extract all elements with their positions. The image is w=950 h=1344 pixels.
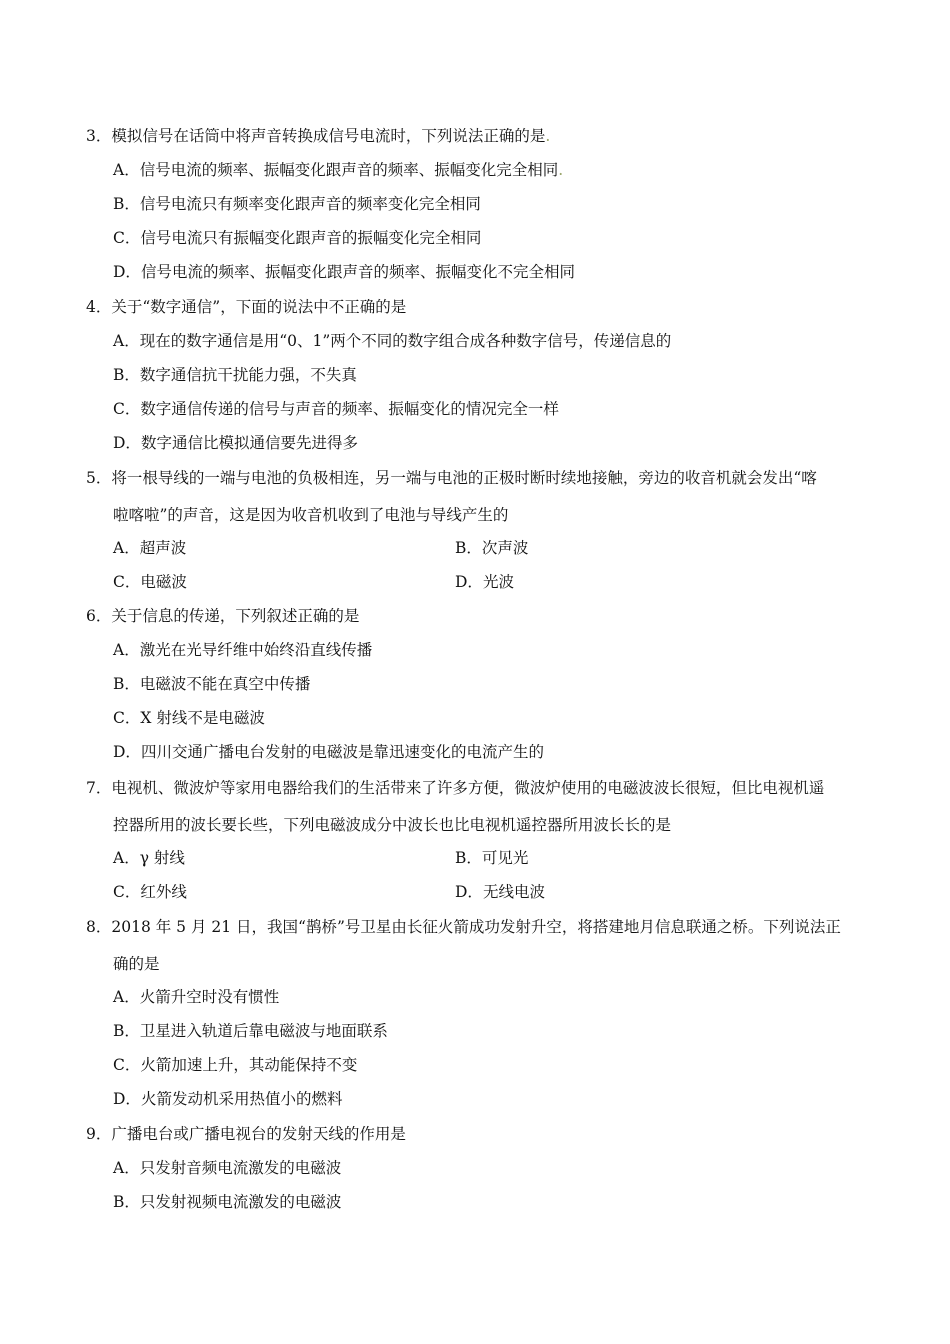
option-label: C． bbox=[113, 229, 141, 247]
option-b bbox=[113, 194, 481, 214]
option-label: A． bbox=[113, 332, 140, 350]
option-c bbox=[113, 572, 187, 592]
question-stem-continued bbox=[113, 954, 160, 974]
option-d bbox=[113, 1089, 342, 1109]
option-b bbox=[113, 365, 357, 385]
option-label: B． bbox=[113, 1193, 140, 1211]
option-text: 信号电流只有振幅变化跟声音的振幅变化完全相同 bbox=[140, 229, 482, 247]
option-text: 信号电流的频率、振幅变化跟声音的频率、振幅变化不完全相同 bbox=[140, 263, 575, 281]
option-a bbox=[113, 1158, 341, 1178]
option-b bbox=[455, 848, 528, 868]
stem-text: 2018 年 5 月 21 日，我国“鹊桥”号卫星由长征火箭成功发射升空，将搭建地月信息联通之桥。下列说法正 bbox=[111, 918, 841, 936]
option-label: D． bbox=[113, 743, 141, 761]
stem-text: 广播电台或广播电视台的发射天线的作用是 bbox=[111, 1125, 406, 1143]
question-stem-continued bbox=[113, 815, 671, 835]
question-stem bbox=[86, 917, 841, 937]
option-label: D． bbox=[113, 434, 141, 452]
stem-text: 关于信息的传递，下列叙述正确的是 bbox=[111, 607, 360, 625]
question-stem: 3．模拟信号在话筒中将声音转换成信号电流时，下列说法正确的是. bbox=[86, 127, 551, 145]
option-label: B． bbox=[113, 195, 140, 213]
option-text: 火箭升空时没有惯性 bbox=[139, 988, 280, 1006]
question-number: 8． bbox=[86, 918, 112, 936]
option-a bbox=[113, 331, 671, 351]
option-a: A．信号电流的频率、振幅变化跟声音的频率、振幅变化完全相同. bbox=[113, 161, 564, 179]
option-text: 数字通信抗干扰能力强，不失真 bbox=[139, 366, 357, 384]
option-label: C． bbox=[113, 1056, 141, 1074]
option-b bbox=[113, 1021, 388, 1041]
question-stem bbox=[86, 778, 824, 798]
option-text: γ 射线 bbox=[139, 849, 185, 867]
option-label: B． bbox=[455, 849, 482, 867]
question-number: 9． bbox=[86, 1125, 112, 1143]
question-number: 6． bbox=[86, 607, 112, 625]
option-label: D． bbox=[455, 573, 483, 591]
option-text: 超声波 bbox=[139, 539, 187, 557]
option-label: A． bbox=[113, 539, 140, 557]
question-stem bbox=[86, 1124, 406, 1144]
option-a bbox=[113, 538, 186, 558]
question-number: 4． bbox=[86, 298, 112, 316]
question-number: 5． bbox=[86, 469, 112, 487]
option-label: A． bbox=[113, 161, 140, 179]
option-text: 信号电流的频率、振幅变化跟声音的频率、振幅变化完全相同 bbox=[139, 161, 559, 179]
option-d bbox=[113, 262, 575, 282]
option-b bbox=[113, 674, 310, 694]
option-d bbox=[113, 742, 544, 762]
option-text: 数字通信比模拟通信要先进得多 bbox=[140, 434, 358, 452]
option-label: A． bbox=[113, 988, 140, 1006]
stem-text: 电视机、微波炉等家用电器给我们的生活带来了许多方便，微波炉使用的电磁波波长很短，但比电视机遥 bbox=[111, 779, 825, 797]
option-text: 电磁波 bbox=[140, 573, 187, 591]
option-text: 红外线 bbox=[140, 883, 187, 901]
option-text: 次声波 bbox=[481, 539, 529, 557]
option-text: 电磁波不能在真空中传播 bbox=[139, 675, 311, 693]
option-text: 卫星进入轨道后靠电磁波与地面联系 bbox=[139, 1022, 388, 1040]
option-text: 火箭加速上升，其动能保持不变 bbox=[140, 1056, 358, 1074]
option-label: D． bbox=[113, 263, 141, 281]
option-d bbox=[455, 882, 545, 902]
option-label: A． bbox=[113, 849, 140, 867]
question-stem bbox=[86, 606, 359, 626]
option-c bbox=[113, 882, 187, 902]
option-label: C． bbox=[113, 400, 141, 418]
option-text: 四川交通广播电台发射的电磁波是靠迅速变化的电流产生的 bbox=[140, 743, 544, 761]
stem-text: 将一根导线的一端与电池的负极相连，另一端与电池的正极时断时续地接触，旁边的收音机就会发出“喀 bbox=[111, 469, 817, 487]
option-label: A． bbox=[113, 1159, 140, 1177]
option-label: C． bbox=[113, 883, 141, 901]
option-a bbox=[113, 987, 279, 1007]
option-text: 可见光 bbox=[481, 849, 529, 867]
option-text: 数字通信传递的信号与声音的频率、振幅变化的情况完全一样 bbox=[140, 400, 559, 418]
option-text: X 射线不是电磁波 bbox=[140, 709, 265, 727]
option-text: 只发射视频电流激发的电磁波 bbox=[139, 1193, 342, 1211]
option-c bbox=[113, 1055, 357, 1075]
option-c bbox=[113, 399, 559, 419]
stem-text: 模拟信号在话筒中将声音转换成信号电流时，下列说法正确的是 bbox=[111, 127, 546, 145]
question-number: 3． bbox=[86, 127, 112, 145]
option-d bbox=[455, 572, 514, 592]
stem-text: 啦喀啦”的声音，这是因为收音机收到了电池与导线产生的 bbox=[113, 506, 509, 524]
option-label: C． bbox=[113, 709, 141, 727]
option-label: A． bbox=[113, 641, 140, 659]
question-stem bbox=[86, 297, 406, 317]
option-b bbox=[113, 1192, 341, 1212]
option-text: 现在的数字通信是用“0、1”两个不同的数字组合成各种数字信号，传递信息的 bbox=[139, 332, 672, 350]
option-label: B． bbox=[113, 1022, 140, 1040]
option-a bbox=[113, 848, 185, 868]
option-text: 只发射音频电流激发的电磁波 bbox=[139, 1159, 342, 1177]
option-a bbox=[113, 640, 372, 660]
option-text: 光波 bbox=[482, 573, 514, 591]
question-number: 7． bbox=[86, 779, 112, 797]
stem-text: 控器所用的波长要长些，下列电磁波成分中波长也比电视机遥控器所用波长长的是 bbox=[113, 816, 672, 834]
option-c bbox=[113, 708, 265, 728]
question-stem-continued bbox=[113, 505, 508, 525]
option-label: D． bbox=[455, 883, 483, 901]
option-label: B． bbox=[113, 675, 140, 693]
question-stem bbox=[86, 468, 817, 488]
option-label: C． bbox=[113, 573, 141, 591]
option-d bbox=[113, 433, 358, 453]
option-label: D． bbox=[113, 1090, 141, 1108]
stem-text: 关于“数字通信”，下面的说法中不正确的是 bbox=[111, 298, 407, 316]
option-label: B． bbox=[113, 366, 140, 384]
option-c bbox=[113, 228, 481, 248]
option-text: 激光在光导纤维中始终沿直线传播 bbox=[139, 641, 373, 659]
stem-text: 确的是 bbox=[113, 955, 160, 973]
option-label: B． bbox=[455, 539, 482, 557]
option-text: 信号电流只有频率变化跟声音的频率变化完全相同 bbox=[139, 195, 481, 213]
option-text: 火箭发动机采用热值小的燃料 bbox=[140, 1090, 343, 1108]
option-text: 无线电波 bbox=[482, 883, 545, 901]
option-b bbox=[455, 538, 528, 558]
